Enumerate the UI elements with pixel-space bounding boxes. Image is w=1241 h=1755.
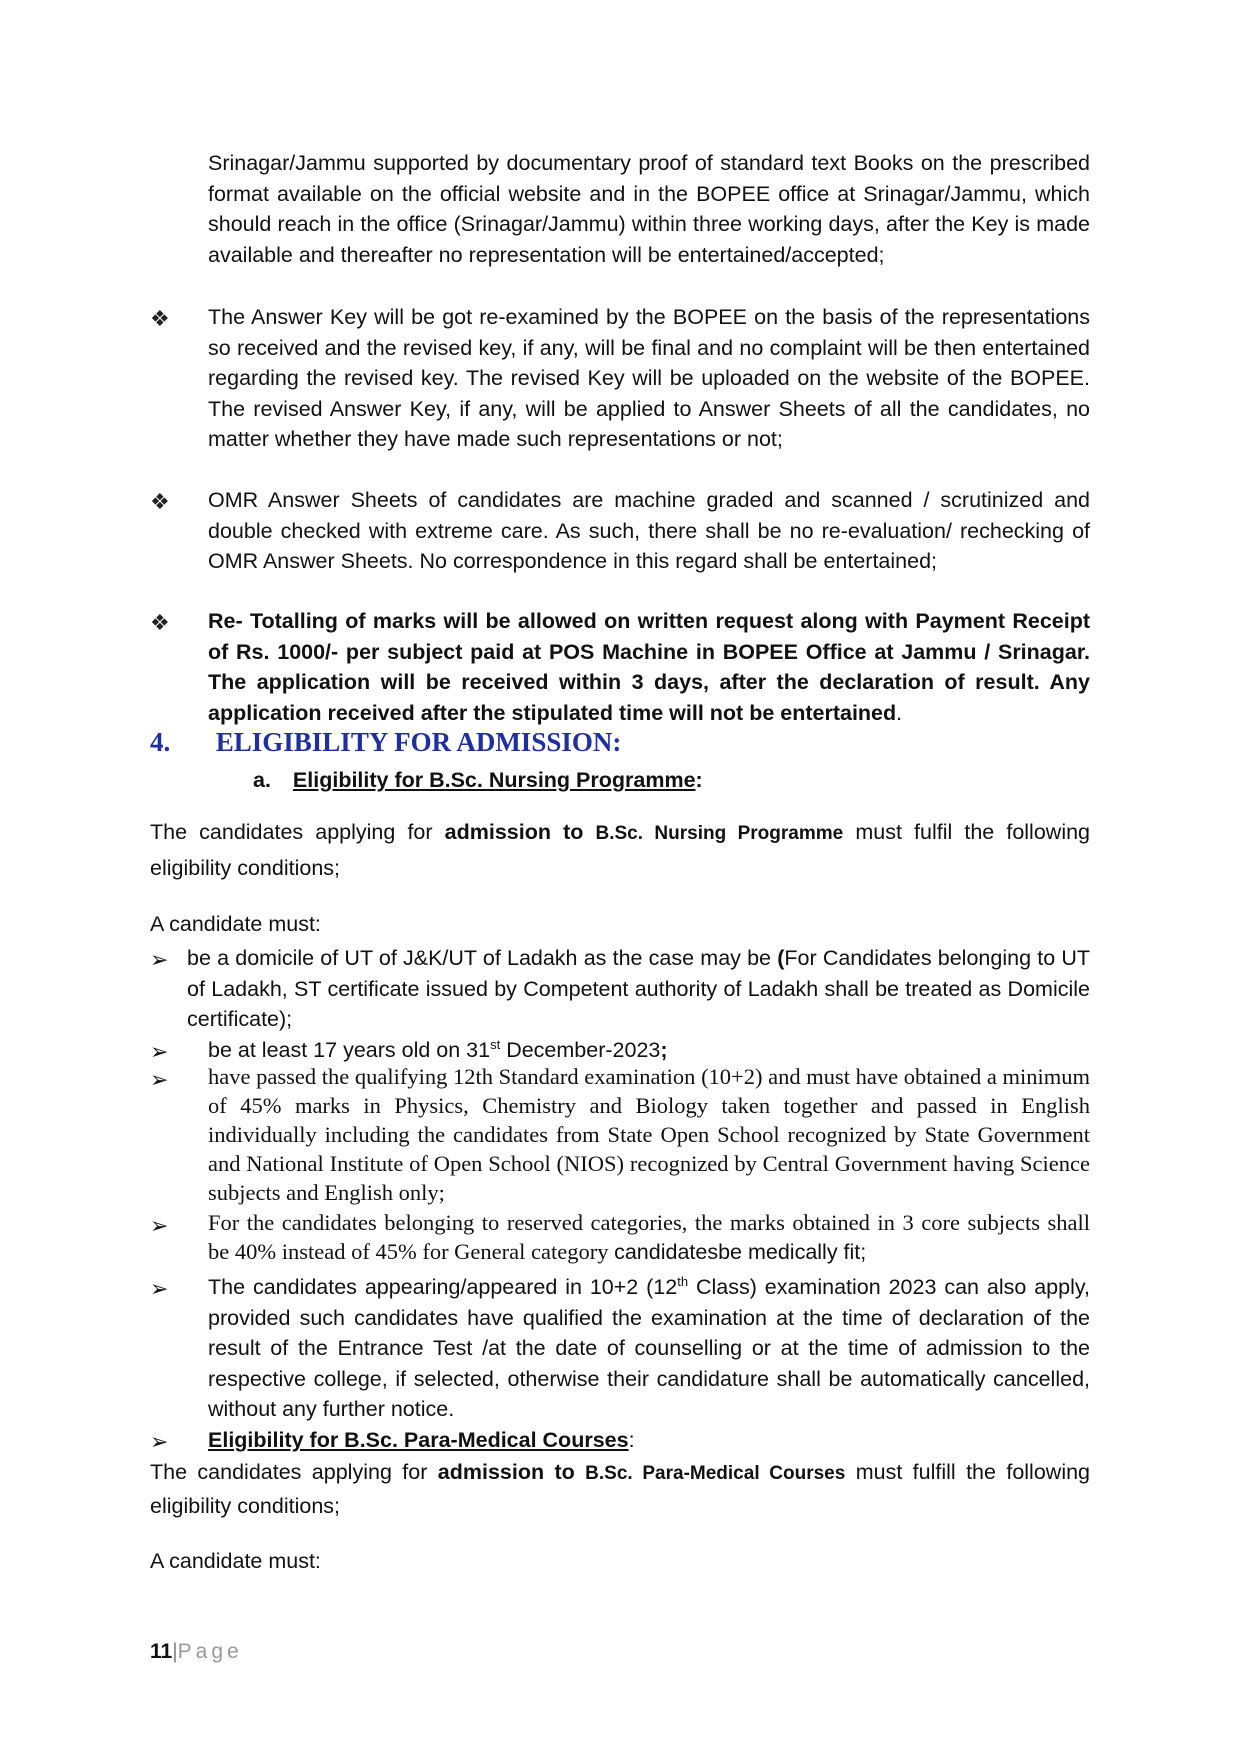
re-totalling-tail: . [896, 700, 903, 725]
paramedical-intro-paragraph [150, 1456, 1090, 1523]
re-totalling-bold-text: Re- Totalling of marks will be allowed on written request along with Payment Receipt of Rs. 1000/- per subject paid at POS Machine in BOPEE Office at Jammu / Srinagar. The application will be received within 3 days, after the declaration of result. Any application received after the stipulated time will not be entertained [208, 609, 1090, 725]
paramedical-title: Eligibility for B.Sc. Para-Medical Courses [208, 1428, 629, 1452]
diamond-bullet-icon: ❖ [150, 306, 170, 331]
domicile-bracket: ( [777, 946, 785, 970]
nursing-intro-bold: admission to [444, 820, 596, 844]
paragraph-srinagar-jammu: Srinagar/Jammu supported by documentary proof of standard text Books on the prescribed format available on the official website and in the BOPEE office at Srinagar/Jammu, which should reach in the office (Srinagar/Jammu) within three working days, after the Key is made available and thereafter no representation will be entertained/accepted; [208, 151, 1090, 267]
domicile-text: be a domicile of UT of J&K/UT of Ladakh as the case may be [187, 946, 778, 970]
eligibility-item-reserved-categories [208, 1208, 1090, 1267]
paramedical-intro-program: B.Sc. Para-Medical Courses [585, 1463, 846, 1484]
eligibility-item-appearing-candidates [208, 1272, 1090, 1425]
arrow-bullet-icon: ➢ [150, 1213, 169, 1238]
candidate-must-label: A candidate must: [150, 912, 321, 936]
reserved-text: For the candidates belonging to reserved categories, the marks obtained in 3 core subjects shall be 40% instead of 45% for General category [208, 1210, 1090, 1264]
subheading-paramedical [208, 1425, 635, 1456]
nursing-intro-paragraph [150, 815, 1090, 885]
age-text: be at least 17 years old on 31 [208, 1038, 491, 1062]
paramedical-colon: : [628, 1428, 635, 1452]
paramedical-intro-text: The candidates applying for [150, 1460, 438, 1484]
section-number: 4. [150, 727, 171, 757]
subheading-colon: : [695, 768, 703, 792]
subheading-nursing [253, 768, 703, 793]
arrow-bullet-icon: ➢ [150, 1429, 169, 1454]
subheading-nursing-title: Eligibility for B.Sc. Nursing Programme [292, 768, 696, 792]
section-heading [150, 727, 621, 758]
arrow-bullet-icon: ➢ [150, 1276, 169, 1301]
age-semicolon: ; [660, 1038, 668, 1062]
nursing-intro-program: B.Sc. Nursing Programme [595, 823, 844, 844]
appearing-tail: Class) examination 2023 can also apply, provided such candidates have qualified the examination at the time of declaration of the result of the Entrance Test /at the date of counselling or at the time of admission to the respective college, if selected, otherwise their candidature shall be automatically cancelled, without any further notice. [208, 1275, 1090, 1422]
domicile-note: For Candidates belonging to UT of Ladakh, ST certificate issued by Competent authority of Ladakh shall be treated as Domicile certificate); [187, 946, 1090, 1032]
section-title: ELIGIBILITY FOR ADMISSION: [215, 727, 622, 757]
page-number: 11 [150, 1640, 173, 1663]
age-superscript: st [490, 1036, 501, 1052]
page-footer [150, 1640, 243, 1664]
paragraph-answer-key-reexamined: The Answer Key will be got re-examined by the BOPEE on the basis of the representations so received and the revised key, if any, will be final and no complaint will be then entertained regarding the revised key. The revised Key will be uploaded on the website of the BOPEE. The revised Answer Key, if any, will be applied to Answer Sheets of all the candidates, no matter whether they have made such representations or not; [208, 305, 1090, 452]
age-date: December-2023 [500, 1038, 661, 1062]
nursing-intro-tail: must fulfil the following eligibility conditions; [150, 820, 1091, 880]
appearing-text: The candidates appearing/appeared in 10+2 (12 [208, 1275, 678, 1299]
diamond-bullet-icon: ❖ [150, 489, 170, 514]
candidate-must-label-2: A candidate must: [150, 1549, 321, 1573]
paragraph-re-totalling [208, 606, 1090, 728]
eligibility-item-age [208, 1035, 1090, 1066]
diamond-bullet-icon: ❖ [150, 610, 170, 635]
page-separator: | [172, 1640, 178, 1663]
eligibility-item-domicile [187, 943, 1090, 1035]
page-label: Page [177, 1640, 243, 1663]
paragraph-omr-answer-sheets: OMR Answer Sheets of candidates are machine graded and scanned / scrutinized and double checked with extreme care. As such, there shall be no re-evaluation/ rechecking of OMR Answer Sheets. No correspondence in this regard shall be entertained; [208, 488, 1090, 574]
appearing-superscript: th [677, 1273, 689, 1289]
eligibility-item-qualifying-exam: have passed the qualifying 12th Standard examination (10+2) and must have obtained a minimum of 45% marks in Physics, Chemistry and Biology taken together and passed in English individually including the candidates from State Open School recognized by State Government and National Institute of Open School (NIOS) recognized by Central Government having Science subjects and English only; [208, 1064, 1090, 1205]
arrow-bullet-icon: ➢ [150, 1039, 169, 1064]
nursing-intro-text: The candidates applying for [150, 820, 445, 844]
arrow-bullet-icon: ➢ [150, 947, 169, 972]
paramedical-intro-bold: admission to [437, 1460, 586, 1484]
subheading-letter: a. [253, 768, 271, 792]
reserved-tail: candidatesbe medically fit; [614, 1240, 867, 1264]
arrow-bullet-icon: ➢ [150, 1067, 169, 1092]
paramedical-intro-tail: must fulfill the following eligibility conditions; [150, 1460, 1091, 1518]
